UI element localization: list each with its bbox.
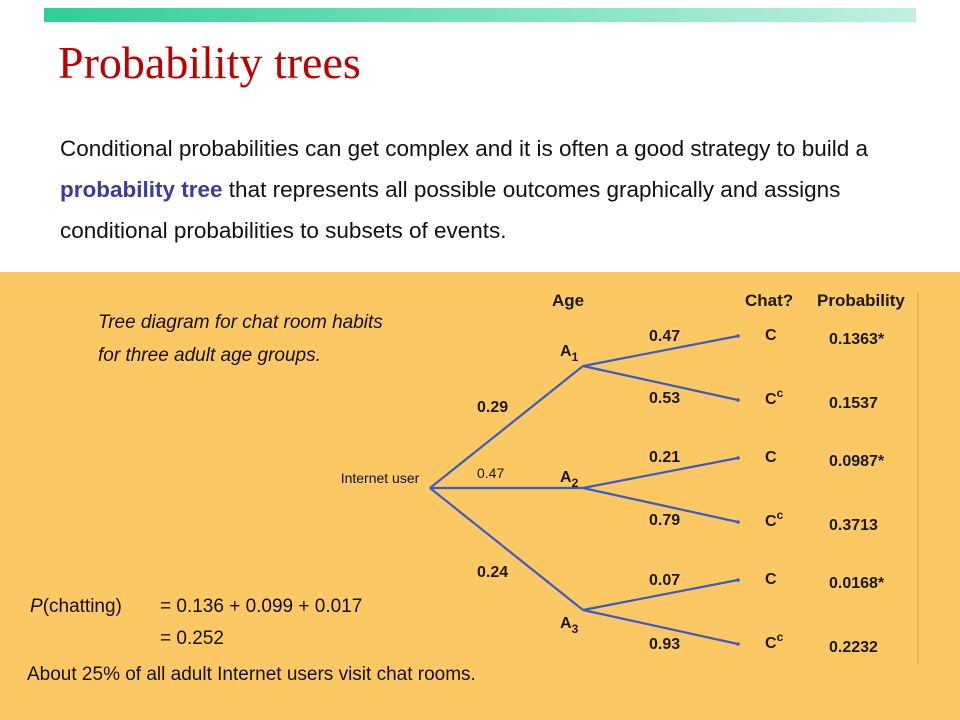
probability-symbol: P [30,596,43,617]
branch-end-dot [736,520,740,524]
header-age: Age [552,291,585,310]
conclusion-text: About 25% of all adult Internet users visit chat rooms. [27,664,476,685]
conditional-probability: 0.93 [649,636,681,653]
branch-end-dot [736,642,740,646]
branch-end-dot [736,334,740,338]
intro-text-end: that represents all possible outcomes graphically and assigns conditional probabilities to subsets of events. [60,177,841,243]
chat-outcome-label: $C^c$ [765,386,784,408]
chat-outcome-label: $C^c$ [765,508,784,530]
age-node-label: $A_3$ [560,615,579,636]
conditional-probability: 0.79 [649,512,681,529]
probability-tree-diagram [0,272,960,672]
age-branch-probability: 0.24 [477,564,509,581]
age-branch-probability: 0.47 [477,465,505,481]
age-branch-probability: 0.29 [477,399,509,416]
joint-probability: 0.0168* [829,575,885,592]
intro-highlight: probability tree [60,177,223,202]
branch-end-dot [736,578,740,582]
age-branch-line [430,488,583,610]
root-node-label: Internet user [340,470,420,486]
probability-event: (chatting) [42,596,122,617]
branch-end-dot [736,456,740,460]
chat-outcome-label: C [765,449,777,466]
calculation-line-1: = 0.136 + 0.099 + 0.017 [160,596,363,617]
joint-probability: 0.1537 [829,395,878,412]
chat-outcome-label: C [765,571,777,588]
age-node-label: $A_1$ [560,343,579,364]
header-chat: Chat? [745,291,794,310]
age-node-label: $A_2$ [560,469,579,490]
joint-probability: 0.1363* [829,331,885,348]
branch-end-dot [736,398,740,402]
conditional-probability: 0.07 [649,572,681,589]
intro-text-start: Conditional probabilities can get complex and it is often a good strategy to build a [60,136,869,161]
header-probability: Probability [817,291,905,310]
conditional-probability: 0.47 [649,328,681,345]
joint-probability: 0.0987* [829,453,885,470]
calculation-line-2: = 0.252 [160,628,224,649]
slide-title: Probability trees [58,37,361,88]
figure-caption: Tree diagram for chat room habits for three adult age groups. [98,312,383,366]
conditional-probability: 0.21 [649,449,681,466]
chat-outcome-label: $C^c$ [765,630,784,652]
joint-probability: 0.3713 [829,517,878,534]
conditional-probability: 0.53 [649,390,681,407]
chat-outcome-label: C [765,327,777,344]
intro-paragraph [60,128,920,251]
probability-expression [30,596,122,618]
header-accent-bar [44,8,916,22]
joint-probability: 0.2232 [829,639,878,656]
